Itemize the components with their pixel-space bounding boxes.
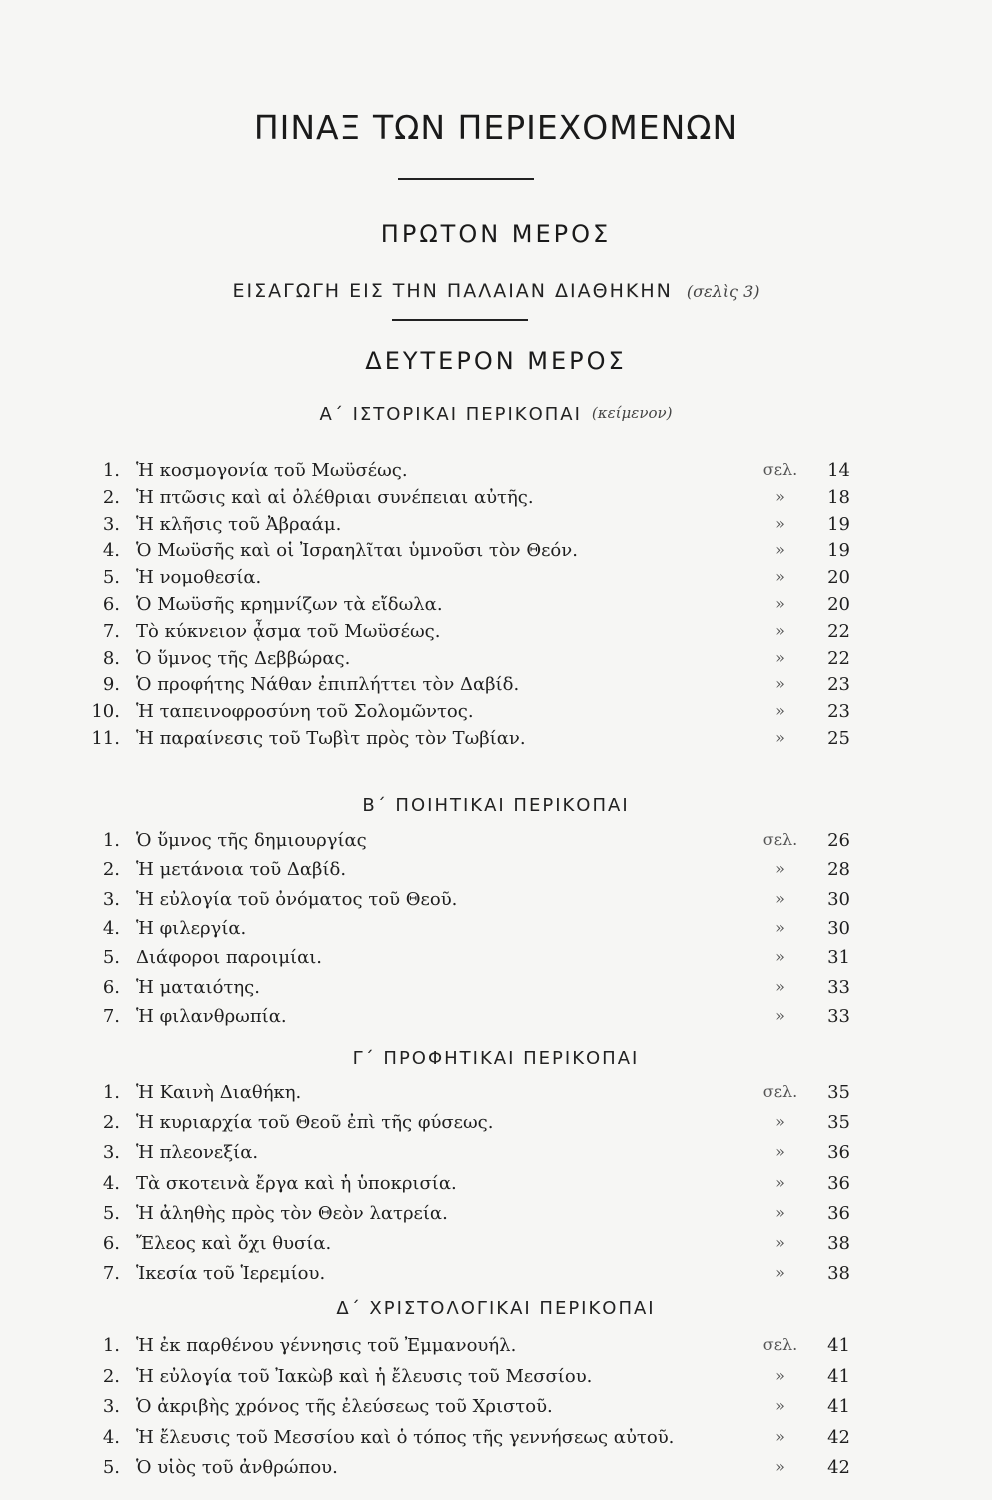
entry-title: Ἡ ταπεινοφροσύνη τοῦ Σολομῶντος. (136, 701, 474, 723)
entry-page-ref: » (775, 1426, 785, 1446)
entry-page-number: 38 (827, 1263, 850, 1285)
entry-page-number: 30 (827, 888, 850, 910)
entry-page-ref: » (775, 1112, 785, 1132)
entry-title: Ὁ Μωϋσῆς κρημνίζων τὰ εἴδωλα. (136, 594, 443, 615)
entry-page-ref: » (775, 513, 785, 533)
entry-title: Ὁ Μωϋσῆς καὶ οἱ Ἰσραηλῖται ὑμνοῦσι τὸν Θεόν. (136, 540, 578, 562)
entry-title: Ἡ ἔλευσις τοῦ Μεσσίου καὶ ὁ τόπος τῆς γεννήσεως αὐτοῦ. (136, 1426, 675, 1448)
entry-title: Ὁ ἀκριβὴς χρόνος τῆς ἐλεύσεως τοῦ Χριστοῦ. (136, 1396, 553, 1418)
entry-title: Ἡ πλεονεξία. (136, 1142, 259, 1164)
entry-number: 1. (102, 1335, 120, 1356)
entry-page-number: 19 (827, 540, 850, 562)
toc-entry (0, 1112, 992, 1142)
toc-entry (0, 1203, 992, 1233)
toc-entry (0, 487, 992, 517)
entry-number: 6. (102, 976, 120, 998)
entry-number: 11. (91, 728, 120, 749)
section-heading-text: Β΄ ΠΟΙΗΤΙΚΑΙ ΠΕΡΙΚΟΠΑΙ (362, 795, 630, 816)
entry-page-ref: σελ. (762, 1082, 798, 1101)
entry-title: Ἡ Καινὴ Διαθήκη. (136, 1082, 302, 1103)
entry-page-number: 31 (827, 947, 850, 969)
entry-number: 3. (102, 1396, 120, 1418)
entry-title: Ὁ ὕμνος τῆς δημιουργίας (136, 830, 367, 851)
entry-page-number: 41 (827, 1365, 850, 1387)
entry-number: 5. (102, 1202, 120, 1224)
toc-entry (0, 889, 992, 919)
entry-page-ref: » (775, 1263, 785, 1283)
toc-entry (0, 1427, 992, 1457)
section-heading-note: (κείμενον) (591, 404, 673, 422)
toc-entry (0, 648, 992, 678)
toc-entry (0, 1233, 992, 1263)
entry-page-ref: » (775, 888, 785, 908)
entry-page-ref: » (775, 917, 785, 937)
entry-page-number: 41 (827, 1396, 850, 1418)
toc-entry (0, 621, 992, 651)
page-title: ΠΙΝΑΞ ΤΩΝ ΠΕΡΙΕΧΟΜΕΝΩΝ (253, 108, 739, 147)
entry-page-ref: » (775, 701, 785, 721)
entry-title: Ἡ εὐλογία τοῦ ὀνόματος τοῦ Θεοῦ. (136, 888, 458, 910)
toc-entry (0, 728, 992, 758)
toc-entry (0, 859, 992, 889)
part1-title: ΠΡΩΤΟΝ ΜΕΡΟΣ (380, 220, 612, 248)
entry-title: Ἡ παραίνεσις τοῦ Τωβὶτ πρὸς τὸν Τωβίαν. (136, 728, 526, 749)
section-heading-text: Δ΄ ΧΡΙΣΤΟΛΟΓΙΚΑΙ ΠΕΡΙΚΟΠΑΙ (336, 1298, 656, 1319)
entry-page-ref: » (775, 1172, 785, 1192)
part1-intro-page: (σελὶς 3) (686, 282, 760, 301)
entry-page-ref: » (775, 567, 785, 587)
entry-page-number: 28 (827, 859, 850, 881)
entry-page-ref: » (775, 1365, 785, 1385)
toc-entry (0, 1396, 992, 1426)
entry-number: 3. (102, 513, 120, 535)
entry-page-number: 18 (827, 486, 850, 508)
section-heading-text: Γ΄ ΠΡΟΦΗΤΙΚΑΙ ΠΕΡΙΚΟΠΑΙ (352, 1048, 640, 1069)
entry-page-ref: » (775, 1457, 785, 1477)
entry-page-number: 30 (827, 917, 850, 939)
entry-title: Τὰ σκοτεινὰ ἔργα καὶ ἡ ὑποκρισία. (136, 1172, 457, 1194)
section-heading (0, 1048, 992, 1069)
entry-number: 4. (102, 1426, 120, 1448)
entry-title: Ὁ προφήτης Νάθαν ἐπιπλήττει τὸν Δαβίδ. (136, 674, 520, 696)
entry-number: 9. (102, 674, 120, 696)
entry-page-number: 22 (827, 647, 850, 669)
toc-entry (0, 567, 992, 597)
entry-page-number: 35 (827, 1112, 850, 1134)
entry-title: Διάφοροι παροιμίαι. (136, 947, 323, 969)
toc-entry (0, 1082, 992, 1112)
entry-page-number: 25 (827, 728, 850, 749)
entry-title: Ἡ φιλεργία. (136, 917, 247, 939)
entry-page-number: 42 (827, 1426, 850, 1448)
entry-number: 2. (102, 859, 120, 881)
toc-entry (0, 1457, 992, 1487)
entry-page-number: 33 (827, 976, 850, 998)
entry-page-number: 42 (827, 1457, 850, 1479)
section-heading (0, 1298, 992, 1319)
entry-number: 2. (102, 1112, 120, 1134)
entry-page-ref: » (775, 728, 785, 747)
divider-top (398, 178, 534, 180)
toc-entry (0, 674, 992, 704)
toc-entry (0, 540, 992, 570)
entry-title: Ἡ φιλανθρωπία. (136, 1005, 287, 1027)
entry-page-number: 23 (827, 674, 850, 696)
section-heading (0, 795, 992, 816)
entry-title: Ἱκεσία τοῦ Ἱερεμίου. (136, 1263, 326, 1285)
section-heading (0, 404, 992, 425)
divider-middle (392, 319, 528, 321)
entry-page-number: 14 (827, 460, 850, 481)
entry-title: Ἡ ἐκ παρθένου γέννησις τοῦ Ἐμμανουήλ. (136, 1335, 517, 1356)
entry-title: Ἡ κλῆσις τοῦ Ἀβραάμ. (136, 513, 342, 535)
entry-page-number: 22 (827, 620, 850, 642)
entry-number: 1. (102, 460, 120, 481)
entry-page-ref: » (775, 486, 785, 506)
entry-number: 1. (102, 1082, 120, 1103)
part1-intro (0, 280, 992, 302)
entry-page-ref: » (775, 859, 785, 879)
toc-entry (0, 918, 992, 948)
entry-number: 5. (102, 947, 120, 969)
entry-page-number: 20 (827, 567, 850, 589)
entry-page-ref: σελ. (762, 460, 798, 479)
toc-entry (0, 830, 992, 860)
entry-number: 3. (102, 1142, 120, 1164)
entry-number: 5. (102, 567, 120, 589)
entry-number: 2. (102, 486, 120, 508)
toc-entry (0, 947, 992, 977)
entry-page-number: 36 (827, 1202, 850, 1224)
entry-number: 7. (102, 1005, 120, 1027)
entry-page-number: 36 (827, 1172, 850, 1194)
toc-entry (0, 594, 992, 624)
entry-number: 8. (102, 647, 120, 669)
entry-page-number: 33 (827, 1005, 850, 1027)
entry-page-ref: » (775, 620, 785, 640)
entry-number: 5. (102, 1457, 120, 1479)
entry-page-ref: » (775, 1005, 785, 1025)
entry-page-ref: » (775, 1202, 785, 1222)
entry-page-number: 20 (827, 594, 850, 615)
entry-title: Ἡ νομοθεσία. (136, 567, 262, 589)
entry-title: Ἡ πτῶσις καὶ αἱ ὀλέθριαι συνέπειαι αὐτῆς. (136, 486, 534, 508)
part2-title: ΔΕΥΤΕΡΟΝ ΜΕΡΟΣ (365, 347, 627, 375)
entry-page-ref: » (775, 674, 785, 694)
entry-page-number: 41 (827, 1335, 850, 1356)
toc-entry (0, 460, 992, 490)
toc-entry (0, 1142, 992, 1172)
toc-entry (0, 1263, 992, 1293)
toc-entry (0, 701, 992, 731)
entry-title: Ἡ κυριαρχία τοῦ Θεοῦ ἐπὶ τῆς φύσεως. (136, 1112, 494, 1134)
entry-title: Ὁ ὕμνος τῆς Δεββώρας. (136, 647, 351, 669)
entry-title: Ἡ εὐλογία τοῦ Ἰακὼβ καὶ ἡ ἔλευσις τοῦ Μεσσίου. (136, 1365, 593, 1387)
entry-number: 4. (102, 917, 120, 939)
entry-page-number: 35 (827, 1082, 850, 1103)
entry-page-ref: » (775, 647, 785, 667)
toc-entry (0, 1173, 992, 1203)
entry-page-ref: σελ. (762, 1335, 798, 1354)
toc-entry (0, 1335, 992, 1365)
entry-number: 4. (102, 540, 120, 562)
entry-title: Ἡ ματαιότης. (136, 976, 260, 998)
part1-intro-text: ΕΙΣΑΓΩΓΗ ΕΙΣ ΤΗΝ ΠΑΛΑΙΑΝ ΔΙΑΘΗΚΗΝ (232, 280, 673, 302)
toc-entry (0, 977, 992, 1007)
entry-number: 3. (102, 888, 120, 910)
entry-page-ref: » (775, 540, 785, 560)
entry-title: Ἡ μετάνοια τοῦ Δαβίδ. (136, 859, 347, 881)
entry-title: Ὁ υἱὸς τοῦ ἀνθρώπου. (136, 1457, 338, 1479)
entry-page-ref: » (775, 1142, 785, 1162)
entry-page-number: 23 (827, 701, 850, 723)
entry-page-number: 38 (827, 1233, 850, 1254)
entry-page-ref: » (775, 594, 785, 613)
entry-title: Ἡ ἀληθὴς πρὸς τὸν Θεὸν λατρεία. (136, 1202, 448, 1224)
entry-number: 1. (102, 830, 120, 851)
toc-entry (0, 1006, 992, 1036)
section-heading-text: Α΄ ΙΣΤΟΡΙΚΑΙ ΠΕΡΙΚΟΠΑΙ (319, 404, 582, 425)
entry-number: 2. (102, 1365, 120, 1387)
entry-number: 7. (102, 620, 120, 642)
entry-page-number: 36 (827, 1142, 850, 1164)
entry-page-ref: » (775, 1233, 785, 1252)
entry-page-ref: » (775, 1396, 785, 1416)
entry-number: 10. (91, 701, 120, 723)
entry-page-ref: » (775, 947, 785, 967)
entry-title: Τὸ κύκνειον ᾆσμα τοῦ Μωϋσέως. (136, 620, 441, 642)
toc-entry (0, 1366, 992, 1396)
entry-page-ref: » (775, 976, 785, 996)
entry-page-ref: σελ. (762, 830, 798, 849)
entry-page-number: 26 (827, 830, 850, 851)
entry-number: 4. (102, 1172, 120, 1194)
entry-title: Ἡ κοσμογονία τοῦ Μωϋσέως. (136, 460, 408, 481)
entry-page-number: 19 (827, 513, 850, 535)
entry-number: 6. (102, 1233, 120, 1254)
entry-title: Ἔλεος καὶ ὄχι θυσία. (136, 1233, 332, 1254)
entry-number: 7. (102, 1263, 120, 1285)
entry-number: 6. (102, 594, 120, 615)
